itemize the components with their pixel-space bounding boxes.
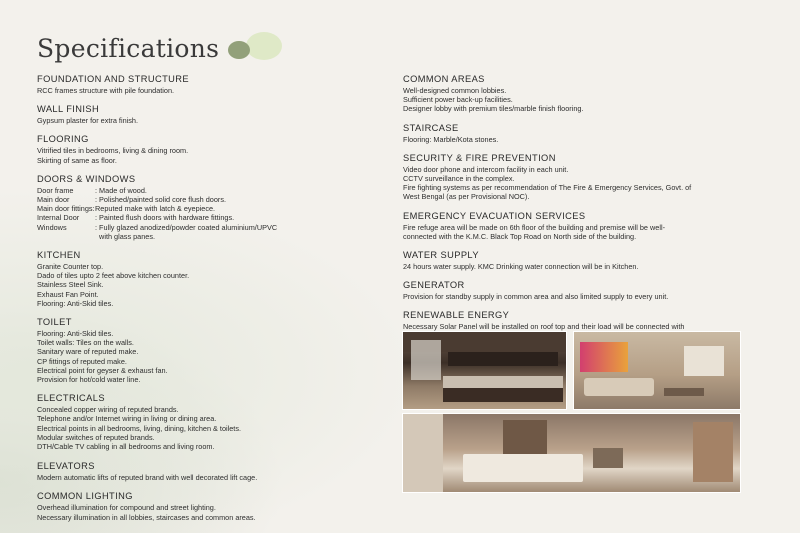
- spec-line: Necessary Solar Panel will be installed on roof top and their load will be connected with: [403, 322, 685, 332]
- section-doors-and-windows: [37, 174, 367, 241]
- spec-line: Fire refuge area will be made on 6th floor of the building and premise will be well-: [403, 222, 666, 232]
- section-heading: SECURITY & FIRE PREVENTION: [403, 152, 556, 163]
- spec-line: Flooring: Anti-Skid tiles.: [37, 298, 114, 308]
- doors-windows-table: [37, 186, 367, 241]
- section-heading: TOILET: [37, 317, 72, 328]
- spec-line: Flooring: Anti-Skid tiles.: [37, 329, 114, 339]
- section-security-and-fire-prevention: [403, 153, 748, 202]
- spec-line: DTH/Cable TV cabling in all bedrooms and living room.: [37, 442, 215, 452]
- spec-line: Provision for hot/cold water line.: [37, 375, 141, 385]
- spec-key: Internal Door: [37, 213, 80, 223]
- spec-key: Door frame: [37, 185, 74, 195]
- left-column: [37, 74, 367, 531]
- spec-line: Sanitary ware of reputed make.: [37, 347, 139, 357]
- page-title: Specifications: [37, 34, 220, 63]
- section-heading: COMMON LIGHTING: [37, 491, 133, 502]
- spec-line: Well-designed common lobbies.: [403, 86, 507, 95]
- spec-line: Video door phone and intercom facility in each unit.: [403, 164, 569, 174]
- spec-line: Skirting of same as floor.: [37, 155, 117, 165]
- section-staircase: [403, 123, 748, 144]
- living-room-photo: [573, 331, 741, 410]
- section-emergency-evacuation-services: [403, 211, 748, 241]
- spec-line: Electrical point for geyser & exhaust fan.: [37, 365, 168, 375]
- section-generator: [403, 280, 748, 301]
- spec-line: Dado of tiles upto 2 feet above kitchen counter.: [37, 271, 190, 281]
- section-wall-finish: [37, 104, 367, 125]
- spec-line: Gypsum plaster for extra finish.: [37, 116, 138, 126]
- section-water-supply: [403, 250, 748, 271]
- spec-line: Necessary illumination in all lobbies, staircases and common areas.: [37, 512, 256, 522]
- spec-value: : Painted flush doors with hardware fittings.: [95, 213, 235, 223]
- section-elevators: [37, 461, 367, 482]
- spec-line: CP fittings of reputed make.: [37, 356, 127, 366]
- section-heading: KITCHEN: [37, 250, 81, 261]
- section-heading: WATER SUPPLY: [403, 250, 479, 261]
- right-column: [403, 74, 748, 350]
- spec-line: Granite Counter top.: [37, 262, 104, 272]
- spec-line: 24 hours water supply. KMC Drinking water connection will be in Kitchen.: [403, 262, 639, 272]
- spec-line: West Bengal (as per Provisional NOC).: [403, 192, 530, 202]
- spec-line: Stainless Steel Sink.: [37, 280, 104, 290]
- section-heading: ELECTRICALS: [37, 393, 105, 404]
- section-heading: ELEVATORS: [37, 461, 95, 472]
- section-foundation-and-structure: [37, 74, 367, 95]
- section-heading: FOUNDATION AND STRUCTURE: [37, 74, 189, 84]
- spec-line: Concealed copper wiring of reputed brands.: [37, 405, 179, 415]
- section-heading: FLOORING: [37, 134, 89, 145]
- spec-line: Designer lobby with premium tiles/marble finish flooring.: [403, 104, 584, 114]
- section-heading: RENEWABLE ENERGY: [403, 310, 510, 321]
- spec-line: Vitrified tiles in bedrooms, living & dining room.: [37, 146, 189, 156]
- section-heading: STAIRCASE: [403, 122, 459, 133]
- spec-line: Modular switches of reputed brands.: [37, 432, 155, 442]
- section-electricals: [37, 393, 367, 451]
- spec-value: : Fully glazed anodized/powder coated aluminium/UPVC: [95, 222, 278, 232]
- spec-line: connected with the K.M.C. Black Top Road on North side of the building.: [403, 231, 637, 241]
- spec-line: Telephone and/or Internet wiring in living or dining area.: [37, 414, 217, 424]
- section-flooring: [37, 134, 367, 164]
- spec-key: Main door fittings:: [37, 204, 95, 214]
- spec-line: Electrical points in all bedrooms, living, dining, kitchen & toilets.: [37, 423, 242, 433]
- spec-value: : Made of wood.: [95, 185, 147, 195]
- section-kitchen: [37, 250, 367, 308]
- spec-value: with glass panes.: [95, 231, 156, 241]
- spec-key: Windows: [37, 222, 67, 232]
- spec-key: Main door: [37, 195, 70, 205]
- spec-line: Toilet walls: Tiles on the walls.: [37, 338, 134, 348]
- spec-line: Modern automatic lifts of reputed brand with well decorated lift cage.: [37, 473, 258, 483]
- section-heading: COMMON AREAS: [403, 74, 485, 84]
- spec-line: Flooring: Marble/Kota stones.: [403, 134, 499, 144]
- section-common-areas: [403, 74, 748, 114]
- spec-line: Sufficient power back-up facilities.: [403, 95, 513, 105]
- light-green-circle: [246, 32, 282, 60]
- spec-value: : Polished/painted solid core flush doors.: [95, 195, 227, 205]
- section-common-lighting: [37, 491, 367, 521]
- dark-green-circle: [228, 41, 250, 59]
- spec-line: Fire fighting systems as per recommendation of The Fire & Emergency Services, Govt. of: [403, 183, 692, 193]
- bedroom-photo: [402, 413, 741, 493]
- decorative-circles: [228, 32, 288, 64]
- spec-value: Reputed make with latch & eyepiece.: [95, 204, 216, 214]
- section-toilet: [37, 317, 367, 384]
- section-heading: EMERGENCY EVACUATION SERVICES: [403, 210, 586, 221]
- spec-line: Exhaust Fan Point.: [37, 289, 99, 299]
- spec-key: [37, 232, 95, 241]
- kitchen-photo: [402, 331, 567, 410]
- spec-line: RCC frames structure with pile foundation.: [37, 86, 175, 95]
- section-heading: DOORS & WINDOWS: [37, 173, 136, 184]
- spec-line: CCTV surveillance in the complex.: [403, 174, 515, 184]
- spec-line: Overhead illumination for compound and street lighting.: [37, 503, 216, 513]
- spec-line: Provision for standby supply in common area and also limited supply to every unit.: [403, 292, 669, 302]
- section-heading: GENERATOR: [403, 280, 465, 291]
- section-heading: WALL FINISH: [37, 104, 100, 115]
